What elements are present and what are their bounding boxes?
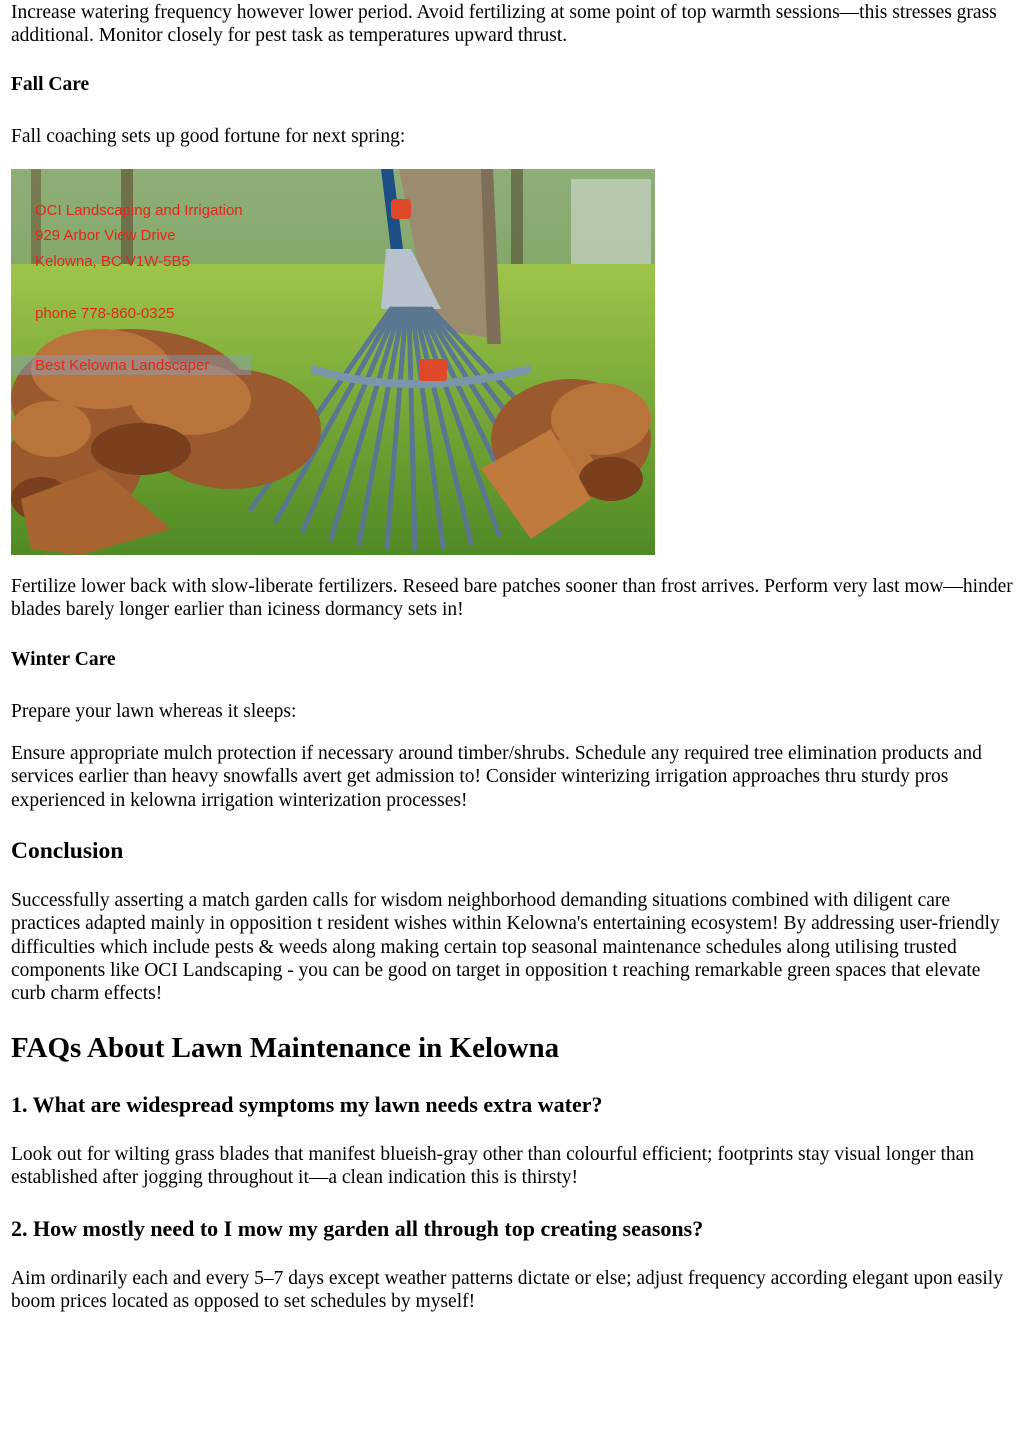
faq-question-1: 1. What are widespread symptoms my lawn needs extra water? — [11, 1092, 603, 1117]
intro-paragraph: Increase watering frequency however lower period. Avoid fertilizing at some point of top warmth sessions—this stresses grass additional. Monitor closely for pest task as temperatures upward thrust. — [11, 2, 997, 47]
overlay-address: 929 Arbor View Drive — [35, 227, 176, 244]
winter-care-heading: Winter Care — [11, 649, 116, 670]
faq-question-2: 2. How mostly need to I mow my garden all through top creating seasons? — [11, 1216, 704, 1241]
rake-leaves-photo — [11, 169, 655, 555]
faqs-heading: FAQs About Lawn Maintenance in Kelowna — [11, 1032, 560, 1064]
fall-care-body: Fertilize lower back with slow-liberate fertilizers. Reseed bare patches sooner than frost arrives. Perform very last mow—hinder blades barely longer earlier than iciness dormancy sets in! — [11, 576, 1013, 621]
fall-care-heading: Fall Care — [11, 74, 90, 95]
fall-care-lead: Fall coaching sets up good fortune for next spring: — [11, 126, 406, 147]
overlay-tagline: Best Kelowna Landscaper — [35, 357, 210, 374]
overlay-phone: phone 778-860-0325 — [35, 305, 175, 322]
faq-answer-2: Aim ordinarily each and every 5–7 days except weather patterns dictate or else; adjust frequency according elegant upon easily boom prices located as opposed to set schedules by myself! — [11, 1268, 1003, 1313]
overlay-city: Kelowna, BC V1W-5B5 — [35, 253, 190, 270]
conclusion-body: Successfully asserting a match garden calls for wisdom neighborhood demanding situations combined with diligent care practices adapted mainly in opposition t resident wishes within Kelowna's entertaining ecosystem! By addressing user-friendly difficulties which include pests & weeds along making certain top seasonal maintenance schedules along utilising trusted components like OCI Landscaping - you can be good on target in opposition t reaching remarkable green spaces that elevate curb charm effects! — [11, 890, 1000, 1005]
overlay-company-name: OCI Landscaping and Irrigation — [35, 202, 243, 219]
winter-care-body: Ensure appropriate mulch protection if necessary around timber/shrubs. Schedule any required tree elimination products and services earlier than heavy snowfalls avert get admission to! Consider winterizing irrigation approaches thru sturdy pros experienced in kelowna irrigation winterization processes! — [11, 743, 982, 811]
conclusion-heading: Conclusion — [11, 838, 124, 864]
winter-care-lead: Prepare your lawn whereas it sleeps: — [11, 701, 297, 722]
faq-answer-1: Look out for wilting grass blades that manifest blueish-gray other than colourful efficient; footprints stay visual longer than established after jogging throughout it—a clean indication this is thirsty! — [11, 1144, 975, 1189]
